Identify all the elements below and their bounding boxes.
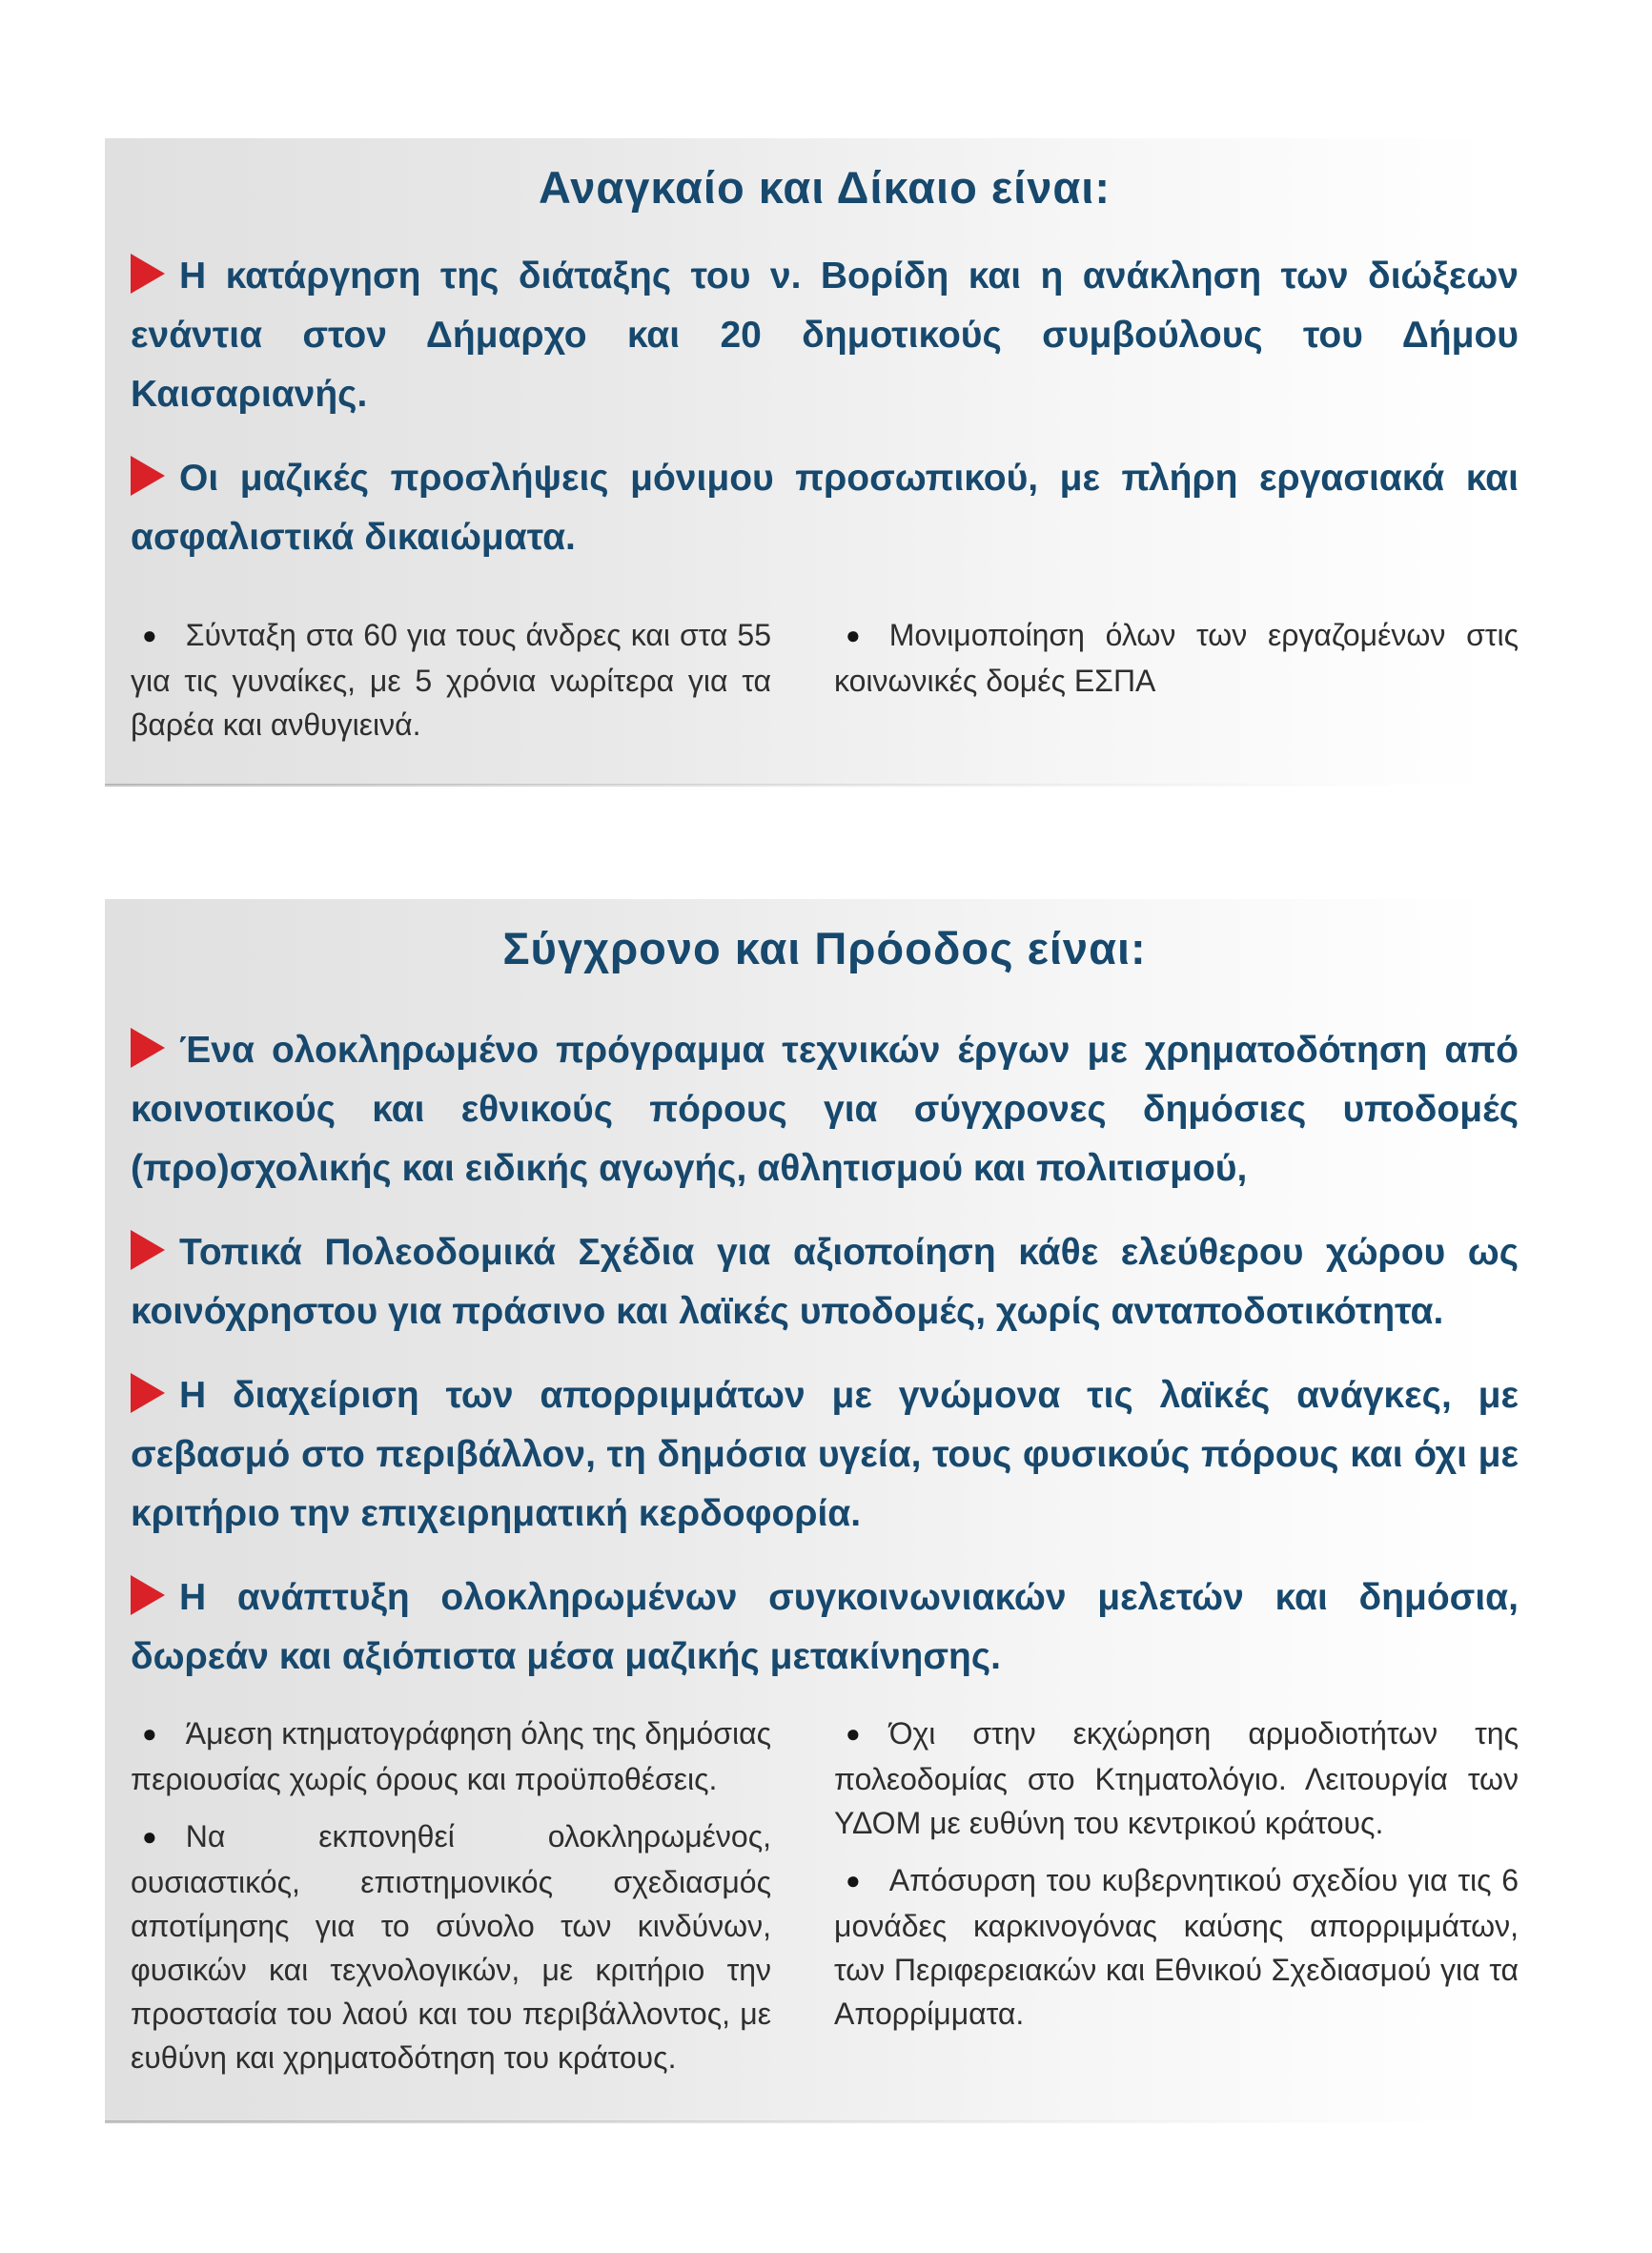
bullet-item [834,613,1519,703]
arrow-item-text: Ένα ολοκληρωμένο πρόγραμμα τεχνικών έργων με χρηματοδότηση από κοινοτικούς και εθνικούς πόρους για σύγχρονες δημόσιες υποδομές (προ)σχολικής και ειδικής αγωγής, αθλητισμού και πολιτισμού, [131,1030,1519,1189]
bullet-column-right [834,613,1519,760]
arrow-item [131,1021,1519,1198]
arrow-item [131,247,1519,424]
bullet-item-text: Μονιμοποίηση όλων των εργαζομένων στις κοινωνικές δομές ΕΣΠΑ [834,618,1519,698]
arrow-item-text: Οι μαζικές προσλήψεις μόνιμου προσωπικού, με πλήρη εργασιακά και ασφαλιστικά δικαιώματα. [131,458,1519,558]
arrow-item [131,449,1519,567]
arrow-item-text: Η κατάργηση της διάταξης του ν. Βορίδη και η ανάκληση των διώξεων ενάντια στον Δήμαρχο και 20 δημοτικούς συμβούλους του Δήμου Καισαριανής. [131,256,1519,415]
black-dot-bullet-icon [131,1711,157,1757]
bullet-column-left [131,1711,771,2093]
bullet-item [131,613,771,747]
black-dot-bullet-icon [834,613,861,659]
panel-necessary-fair [105,138,1547,785]
bullet-item [834,1711,1519,1845]
arrow-item [131,1223,1519,1342]
red-triangle-bullet-icon [131,456,165,496]
bullet-columns [131,1711,1519,2093]
black-dot-bullet-icon [834,1858,861,1904]
section2-title: Σύγχρονο και Πρόοδος είναι: [502,923,1147,973]
arrow-item-text: Τοπικά Πολεοδομικά Σχέδια για αξιοποίηση κάθε ελεύθερου χώρου ως κοινόχρηστου για πράσινο και λαϊκές υποδομές, χωρίς ανταποδοτικότητα. [131,1232,1519,1332]
bullet-column-left [131,613,771,760]
arrow-item-text: Η ανάπτυξη ολοκληρωμένων συγκοινωνιακών μελετών και δημόσια, δωρεάν και αξιόπιστα μέσα μαζικής μετακίνησης. [131,1577,1519,1677]
arrow-item [131,1568,1519,1687]
black-dot-bullet-icon [834,1711,861,1757]
bullet-item-text: Άμεση κτηματογράφηση όλης της δημόσιας περιουσίας χωρίς όρους και προϋποθέσεις. [131,1716,771,1796]
black-dot-bullet-icon [131,613,157,659]
red-triangle-bullet-icon [131,254,165,294]
red-triangle-bullet-icon [131,1373,165,1413]
bullet-item-text: Απόσυρση του κυβερνητικού σχεδίου για τις 6 μονάδες καρκινογόνας καύσης απορριμμάτων, των Περιφερειακών και Εθνικού Σχεδιασμού για τα Απορρίμματα. [834,1863,1519,2031]
red-triangle-bullet-icon [131,1575,165,1615]
red-triangle-bullet-icon [131,1230,165,1270]
bullet-item [131,1814,771,2079]
bullet-item [834,1858,1519,2036]
panel-modern-progress [105,899,1547,2121]
section1-title: Αναγκαίο και Δίκαιο είναι: [539,162,1111,213]
bullet-item-text: Σύνταξη στα 60 για τους άνδρες και στα 55 για τις γυναίκες, με 5 χρόνια νωρίτερα για τα βαρέα και ανθυγιεινά. [131,618,771,742]
bullet-item-text: Να εκπονηθεί ολοκληρωμένος, ουσιαστικός, επιστημονικός σχεδιασμός αποτίμησης για το σύνολο των κινδύνων, φυσικών και τεχνολογικών, με κριτήριο την προστασία του λαού και του περιβάλλοντος, με ευθύνη και χρηματοδότηση του κράτους. [131,1819,771,2075]
bullet-item-text: Όχι στην εκχώρηση αρμοδιοτήτων της πολεοδομίας στο Κτηματολόγιο. Λειτουργία των ΥΔΟΜ με ευθύνη του κεντρικού κράτους. [834,1716,1519,1840]
bullet-column-right [834,1711,1519,2093]
bullet-item [131,1711,771,1801]
black-dot-bullet-icon [131,1814,157,1860]
red-triangle-bullet-icon [131,1028,165,1068]
arrow-item-text: Η διαχείριση των απορριμμάτων με γνώμονα τις λαϊκές ανάγκες, με σεβασμό στο περιβάλλον, τη δημόσια υγεία, τους φυσικούς πόρους και όχι με κριτήριο την επιχειρηματική κερδοφορία. [131,1375,1519,1534]
bullet-columns [131,613,1519,760]
arrow-item [131,1366,1519,1544]
